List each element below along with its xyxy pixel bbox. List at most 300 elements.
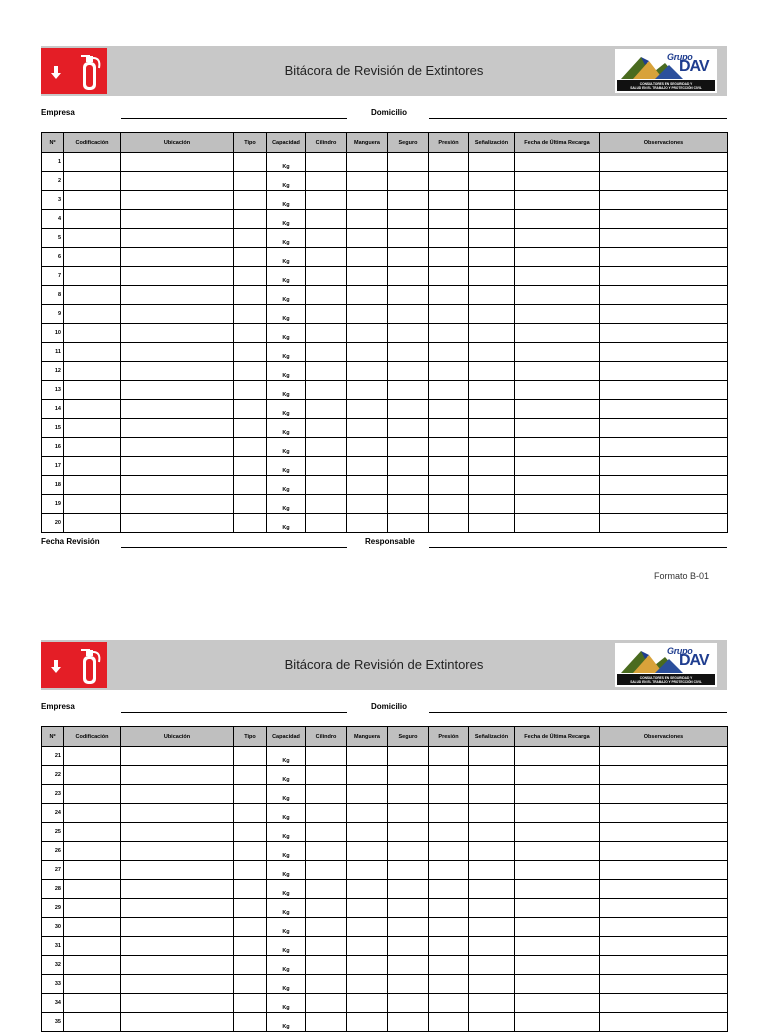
cell-presion[interactable]: [429, 343, 469, 362]
cell-presion[interactable]: [429, 514, 469, 533]
capacity-cell[interactable]: Kg: [267, 918, 306, 937]
cell-manguera[interactable]: [347, 248, 388, 267]
cell-seguro[interactable]: [388, 994, 429, 1013]
cell-presion[interactable]: [429, 747, 469, 766]
capacity-cell[interactable]: Kg: [267, 785, 306, 804]
cell-senalizacion[interactable]: [469, 975, 515, 994]
cell-senalizacion[interactable]: [469, 267, 515, 286]
cell-presion[interactable]: [429, 229, 469, 248]
cell-seguro[interactable]: [388, 861, 429, 880]
cell-ubicacion[interactable]: [121, 842, 234, 861]
cell-codificacion[interactable]: [64, 476, 121, 495]
cell-senalizacion[interactable]: [469, 476, 515, 495]
capacity-cell[interactable]: Kg: [267, 994, 306, 1013]
cell-cilindro[interactable]: [306, 362, 347, 381]
cell-codificacion[interactable]: [64, 823, 121, 842]
cell-codificacion[interactable]: [64, 899, 121, 918]
cell-senalizacion[interactable]: [469, 153, 515, 172]
cell-manguera[interactable]: [347, 1013, 388, 1032]
capacity-cell[interactable]: Kg: [267, 823, 306, 842]
cell-presion[interactable]: [429, 918, 469, 937]
cell-codificacion[interactable]: [64, 994, 121, 1013]
cell-fecha-de-ultima-recarga[interactable]: [515, 457, 600, 476]
cell-codificacion[interactable]: [64, 514, 121, 533]
cell-tipo[interactable]: [234, 880, 267, 899]
cell-codificacion[interactable]: [64, 210, 121, 229]
cell-presion[interactable]: [429, 804, 469, 823]
cell-fecha-de-ultima-recarga[interactable]: [515, 229, 600, 248]
cell-seguro[interactable]: [388, 842, 429, 861]
cell-seguro[interactable]: [388, 210, 429, 229]
cell-presion[interactable]: [429, 191, 469, 210]
cell-presion[interactable]: [429, 842, 469, 861]
capacity-cell[interactable]: Kg: [267, 495, 306, 514]
cell-observaciones[interactable]: [600, 191, 728, 210]
cell-manguera[interactable]: [347, 324, 388, 343]
cell-ubicacion[interactable]: [121, 400, 234, 419]
cell-tipo[interactable]: [234, 514, 267, 533]
capacity-cell[interactable]: Kg: [267, 842, 306, 861]
capacity-cell[interactable]: Kg: [267, 305, 306, 324]
cell-codificacion[interactable]: [64, 267, 121, 286]
cell-presion[interactable]: [429, 457, 469, 476]
cell-observaciones[interactable]: [600, 918, 728, 937]
cell-seguro[interactable]: [388, 305, 429, 324]
cell-fecha-de-ultima-recarga[interactable]: [515, 899, 600, 918]
cell-fecha-de-ultima-recarga[interactable]: [515, 419, 600, 438]
cell-cilindro[interactable]: [306, 861, 347, 880]
cell-ubicacion[interactable]: [121, 476, 234, 495]
cell-fecha-de-ultima-recarga[interactable]: [515, 476, 600, 495]
cell-manguera[interactable]: [347, 153, 388, 172]
cell-tipo[interactable]: [234, 324, 267, 343]
cell-seguro[interactable]: [388, 267, 429, 286]
cell-codificacion[interactable]: [64, 975, 121, 994]
cell-tipo[interactable]: [234, 153, 267, 172]
fecha-revision-field[interactable]: [121, 547, 347, 548]
cell-manguera[interactable]: [347, 172, 388, 191]
cell-observaciones[interactable]: [600, 861, 728, 880]
cell-manguera[interactable]: [347, 899, 388, 918]
cell-cilindro[interactable]: [306, 229, 347, 248]
cell-cilindro[interactable]: [306, 381, 347, 400]
cell-senalizacion[interactable]: [469, 362, 515, 381]
cell-cilindro[interactable]: [306, 804, 347, 823]
capacity-cell[interactable]: Kg: [267, 400, 306, 419]
cell-cilindro[interactable]: [306, 305, 347, 324]
cell-ubicacion[interactable]: [121, 880, 234, 899]
cell-observaciones[interactable]: [600, 286, 728, 305]
cell-seguro[interactable]: [388, 495, 429, 514]
cell-senalizacion[interactable]: [469, 381, 515, 400]
cell-ubicacion[interactable]: [121, 153, 234, 172]
cell-seguro[interactable]: [388, 419, 429, 438]
cell-cilindro[interactable]: [306, 419, 347, 438]
cell-ubicacion[interactable]: [121, 861, 234, 880]
cell-presion[interactable]: [429, 419, 469, 438]
cell-manguera[interactable]: [347, 438, 388, 457]
cell-seguro[interactable]: [388, 804, 429, 823]
cell-cilindro[interactable]: [306, 495, 347, 514]
cell-manguera[interactable]: [347, 747, 388, 766]
cell-codificacion[interactable]: [64, 495, 121, 514]
cell-senalizacion[interactable]: [469, 286, 515, 305]
cell-ubicacion[interactable]: [121, 804, 234, 823]
cell-tipo[interactable]: [234, 286, 267, 305]
cell-presion[interactable]: [429, 975, 469, 994]
cell-cilindro[interactable]: [306, 842, 347, 861]
cell-tipo[interactable]: [234, 419, 267, 438]
cell-cilindro[interactable]: [306, 400, 347, 419]
cell-ubicacion[interactable]: [121, 286, 234, 305]
cell-observaciones[interactable]: [600, 153, 728, 172]
cell-codificacion[interactable]: [64, 419, 121, 438]
cell-cilindro[interactable]: [306, 994, 347, 1013]
cell-codificacion[interactable]: [64, 191, 121, 210]
cell-observaciones[interactable]: [600, 248, 728, 267]
cell-fecha-de-ultima-recarga[interactable]: [515, 975, 600, 994]
cell-cilindro[interactable]: [306, 880, 347, 899]
capacity-cell[interactable]: Kg: [267, 210, 306, 229]
cell-observaciones[interactable]: [600, 842, 728, 861]
cell-seguro[interactable]: [388, 823, 429, 842]
cell-tipo[interactable]: [234, 210, 267, 229]
responsable-field[interactable]: [429, 547, 727, 548]
cell-cilindro[interactable]: [306, 324, 347, 343]
cell-tipo[interactable]: [234, 362, 267, 381]
cell-tipo[interactable]: [234, 937, 267, 956]
cell-fecha-de-ultima-recarga[interactable]: [515, 172, 600, 191]
cell-senalizacion[interactable]: [469, 172, 515, 191]
cell-fecha-de-ultima-recarga[interactable]: [515, 324, 600, 343]
cell-manguera[interactable]: [347, 457, 388, 476]
cell-cilindro[interactable]: [306, 343, 347, 362]
cell-fecha-de-ultima-recarga[interactable]: [515, 362, 600, 381]
cell-seguro[interactable]: [388, 476, 429, 495]
capacity-cell[interactable]: Kg: [267, 438, 306, 457]
cell-presion[interactable]: [429, 324, 469, 343]
cell-codificacion[interactable]: [64, 937, 121, 956]
cell-seguro[interactable]: [388, 191, 429, 210]
cell-cilindro[interactable]: [306, 153, 347, 172]
cell-manguera[interactable]: [347, 343, 388, 362]
cell-fecha-de-ultima-recarga[interactable]: [515, 880, 600, 899]
cell-presion[interactable]: [429, 286, 469, 305]
cell-senalizacion[interactable]: [469, 823, 515, 842]
cell-ubicacion[interactable]: [121, 248, 234, 267]
cell-manguera[interactable]: [347, 823, 388, 842]
cell-observaciones[interactable]: [600, 362, 728, 381]
cell-cilindro[interactable]: [306, 457, 347, 476]
cell-presion[interactable]: [429, 476, 469, 495]
cell-codificacion[interactable]: [64, 286, 121, 305]
cell-presion[interactable]: [429, 785, 469, 804]
cell-codificacion[interactable]: [64, 918, 121, 937]
cell-manguera[interactable]: [347, 191, 388, 210]
cell-manguera[interactable]: [347, 766, 388, 785]
capacity-cell[interactable]: Kg: [267, 419, 306, 438]
cell-codificacion[interactable]: [64, 880, 121, 899]
cell-fecha-de-ultima-recarga[interactable]: [515, 937, 600, 956]
capacity-cell[interactable]: Kg: [267, 937, 306, 956]
cell-fecha-de-ultima-recarga[interactable]: [515, 804, 600, 823]
cell-manguera[interactable]: [347, 937, 388, 956]
cell-senalizacion[interactable]: [469, 248, 515, 267]
cell-ubicacion[interactable]: [121, 324, 234, 343]
cell-ubicacion[interactable]: [121, 362, 234, 381]
cell-presion[interactable]: [429, 400, 469, 419]
cell-seguro[interactable]: [388, 438, 429, 457]
cell-seguro[interactable]: [388, 514, 429, 533]
cell-senalizacion[interactable]: [469, 937, 515, 956]
cell-presion[interactable]: [429, 362, 469, 381]
cell-tipo[interactable]: [234, 994, 267, 1013]
cell-tipo[interactable]: [234, 842, 267, 861]
cell-observaciones[interactable]: [600, 747, 728, 766]
cell-presion[interactable]: [429, 766, 469, 785]
cell-tipo[interactable]: [234, 343, 267, 362]
cell-tipo[interactable]: [234, 476, 267, 495]
capacity-cell[interactable]: Kg: [267, 248, 306, 267]
cell-codificacion[interactable]: [64, 248, 121, 267]
cell-manguera[interactable]: [347, 381, 388, 400]
cell-senalizacion[interactable]: [469, 804, 515, 823]
cell-tipo[interactable]: [234, 381, 267, 400]
cell-cilindro[interactable]: [306, 438, 347, 457]
cell-manguera[interactable]: [347, 880, 388, 899]
cell-senalizacion[interactable]: [469, 747, 515, 766]
cell-ubicacion[interactable]: [121, 994, 234, 1013]
cell-seguro[interactable]: [388, 229, 429, 248]
cell-ubicacion[interactable]: [121, 918, 234, 937]
cell-tipo[interactable]: [234, 747, 267, 766]
cell-codificacion[interactable]: [64, 305, 121, 324]
cell-tipo[interactable]: [234, 1013, 267, 1032]
cell-tipo[interactable]: [234, 861, 267, 880]
cell-tipo[interactable]: [234, 172, 267, 191]
cell-observaciones[interactable]: [600, 229, 728, 248]
cell-senalizacion[interactable]: [469, 495, 515, 514]
cell-presion[interactable]: [429, 994, 469, 1013]
cell-fecha-de-ultima-recarga[interactable]: [515, 400, 600, 419]
cell-ubicacion[interactable]: [121, 343, 234, 362]
capacity-cell[interactable]: Kg: [267, 267, 306, 286]
cell-manguera[interactable]: [347, 419, 388, 438]
cell-codificacion[interactable]: [64, 842, 121, 861]
capacity-cell[interactable]: Kg: [267, 381, 306, 400]
capacity-cell[interactable]: Kg: [267, 514, 306, 533]
cell-fecha-de-ultima-recarga[interactable]: [515, 438, 600, 457]
cell-fecha-de-ultima-recarga[interactable]: [515, 267, 600, 286]
cell-tipo[interactable]: [234, 956, 267, 975]
cell-tipo[interactable]: [234, 785, 267, 804]
cell-senalizacion[interactable]: [469, 305, 515, 324]
cell-tipo[interactable]: [234, 899, 267, 918]
cell-ubicacion[interactable]: [121, 495, 234, 514]
cell-fecha-de-ultima-recarga[interactable]: [515, 956, 600, 975]
cell-cilindro[interactable]: [306, 172, 347, 191]
cell-presion[interactable]: [429, 1013, 469, 1032]
cell-presion[interactable]: [429, 438, 469, 457]
cell-observaciones[interactable]: [600, 994, 728, 1013]
cell-observaciones[interactable]: [600, 343, 728, 362]
cell-presion[interactable]: [429, 880, 469, 899]
cell-cilindro[interactable]: [306, 918, 347, 937]
cell-observaciones[interactable]: [600, 1013, 728, 1032]
cell-tipo[interactable]: [234, 267, 267, 286]
cell-codificacion[interactable]: [64, 362, 121, 381]
cell-senalizacion[interactable]: [469, 1013, 515, 1032]
cell-fecha-de-ultima-recarga[interactable]: [515, 343, 600, 362]
capacity-cell[interactable]: Kg: [267, 286, 306, 305]
cell-senalizacion[interactable]: [469, 918, 515, 937]
cell-seguro[interactable]: [388, 286, 429, 305]
cell-senalizacion[interactable]: [469, 457, 515, 476]
cell-observaciones[interactable]: [600, 804, 728, 823]
cell-seguro[interactable]: [388, 747, 429, 766]
cell-presion[interactable]: [429, 823, 469, 842]
cell-manguera[interactable]: [347, 804, 388, 823]
capacity-cell[interactable]: Kg: [267, 747, 306, 766]
cell-fecha-de-ultima-recarga[interactable]: [515, 823, 600, 842]
cell-observaciones[interactable]: [600, 324, 728, 343]
capacity-cell[interactable]: Kg: [267, 191, 306, 210]
cell-observaciones[interactable]: [600, 210, 728, 229]
cell-ubicacion[interactable]: [121, 229, 234, 248]
cell-codificacion[interactable]: [64, 766, 121, 785]
cell-senalizacion[interactable]: [469, 880, 515, 899]
cell-observaciones[interactable]: [600, 172, 728, 191]
cell-codificacion[interactable]: [64, 438, 121, 457]
capacity-cell[interactable]: Kg: [267, 362, 306, 381]
cell-codificacion[interactable]: [64, 400, 121, 419]
cell-codificacion[interactable]: [64, 229, 121, 248]
cell-seguro[interactable]: [388, 1013, 429, 1032]
cell-cilindro[interactable]: [306, 747, 347, 766]
cell-seguro[interactable]: [388, 918, 429, 937]
capacity-cell[interactable]: Kg: [267, 343, 306, 362]
cell-senalizacion[interactable]: [469, 438, 515, 457]
cell-codificacion[interactable]: [64, 324, 121, 343]
cell-tipo[interactable]: [234, 229, 267, 248]
cell-observaciones[interactable]: [600, 381, 728, 400]
cell-presion[interactable]: [429, 172, 469, 191]
cell-manguera[interactable]: [347, 210, 388, 229]
capacity-cell[interactable]: Kg: [267, 457, 306, 476]
cell-manguera[interactable]: [347, 286, 388, 305]
cell-observaciones[interactable]: [600, 937, 728, 956]
cell-senalizacion[interactable]: [469, 210, 515, 229]
cell-ubicacion[interactable]: [121, 514, 234, 533]
cell-ubicacion[interactable]: [121, 1013, 234, 1032]
cell-tipo[interactable]: [234, 248, 267, 267]
cell-seguro[interactable]: [388, 381, 429, 400]
cell-ubicacion[interactable]: [121, 785, 234, 804]
cell-ubicacion[interactable]: [121, 191, 234, 210]
cell-fecha-de-ultima-recarga[interactable]: [515, 286, 600, 305]
cell-senalizacion[interactable]: [469, 861, 515, 880]
cell-seguro[interactable]: [388, 457, 429, 476]
cell-fecha-de-ultima-recarga[interactable]: [515, 861, 600, 880]
cell-cilindro[interactable]: [306, 248, 347, 267]
cell-ubicacion[interactable]: [121, 937, 234, 956]
cell-senalizacion[interactable]: [469, 191, 515, 210]
cell-presion[interactable]: [429, 210, 469, 229]
cell-fecha-de-ultima-recarga[interactable]: [515, 210, 600, 229]
cell-cilindro[interactable]: [306, 899, 347, 918]
cell-fecha-de-ultima-recarga[interactable]: [515, 918, 600, 937]
cell-manguera[interactable]: [347, 495, 388, 514]
cell-manguera[interactable]: [347, 514, 388, 533]
cell-presion[interactable]: [429, 248, 469, 267]
cell-fecha-de-ultima-recarga[interactable]: [515, 994, 600, 1013]
cell-observaciones[interactable]: [600, 975, 728, 994]
capacity-cell[interactable]: Kg: [267, 324, 306, 343]
cell-observaciones[interactable]: [600, 880, 728, 899]
cell-manguera[interactable]: [347, 400, 388, 419]
capacity-cell[interactable]: Kg: [267, 804, 306, 823]
cell-seguro[interactable]: [388, 172, 429, 191]
cell-cilindro[interactable]: [306, 766, 347, 785]
capacity-cell[interactable]: Kg: [267, 861, 306, 880]
cell-seguro[interactable]: [388, 766, 429, 785]
cell-fecha-de-ultima-recarga[interactable]: [515, 766, 600, 785]
cell-presion[interactable]: [429, 495, 469, 514]
cell-fecha-de-ultima-recarga[interactable]: [515, 785, 600, 804]
empresa-field[interactable]: [121, 118, 347, 119]
cell-fecha-de-ultima-recarga[interactable]: [515, 842, 600, 861]
cell-cilindro[interactable]: [306, 975, 347, 994]
cell-senalizacion[interactable]: [469, 343, 515, 362]
cell-observaciones[interactable]: [600, 495, 728, 514]
domicilio-field[interactable]: [429, 712, 727, 713]
cell-fecha-de-ultima-recarga[interactable]: [515, 191, 600, 210]
cell-codificacion[interactable]: [64, 343, 121, 362]
cell-cilindro[interactable]: [306, 476, 347, 495]
capacity-cell[interactable]: Kg: [267, 476, 306, 495]
cell-senalizacion[interactable]: [469, 400, 515, 419]
cell-seguro[interactable]: [388, 400, 429, 419]
cell-tipo[interactable]: [234, 305, 267, 324]
cell-senalizacion[interactable]: [469, 785, 515, 804]
cell-ubicacion[interactable]: [121, 747, 234, 766]
cell-seguro[interactable]: [388, 880, 429, 899]
cell-fecha-de-ultima-recarga[interactable]: [515, 747, 600, 766]
cell-codificacion[interactable]: [64, 785, 121, 804]
cell-observaciones[interactable]: [600, 823, 728, 842]
cell-observaciones[interactable]: [600, 899, 728, 918]
cell-presion[interactable]: [429, 937, 469, 956]
cell-tipo[interactable]: [234, 804, 267, 823]
cell-manguera[interactable]: [347, 842, 388, 861]
cell-manguera[interactable]: [347, 785, 388, 804]
cell-observaciones[interactable]: [600, 514, 728, 533]
cell-manguera[interactable]: [347, 861, 388, 880]
cell-tipo[interactable]: [234, 400, 267, 419]
cell-observaciones[interactable]: [600, 476, 728, 495]
cell-ubicacion[interactable]: [121, 823, 234, 842]
cell-presion[interactable]: [429, 381, 469, 400]
cell-seguro[interactable]: [388, 899, 429, 918]
cell-codificacion[interactable]: [64, 153, 121, 172]
capacity-cell[interactable]: Kg: [267, 153, 306, 172]
cell-senalizacion[interactable]: [469, 842, 515, 861]
capacity-cell[interactable]: Kg: [267, 172, 306, 191]
cell-codificacion[interactable]: [64, 804, 121, 823]
cell-presion[interactable]: [429, 153, 469, 172]
cell-manguera[interactable]: [347, 229, 388, 248]
cell-codificacion[interactable]: [64, 861, 121, 880]
